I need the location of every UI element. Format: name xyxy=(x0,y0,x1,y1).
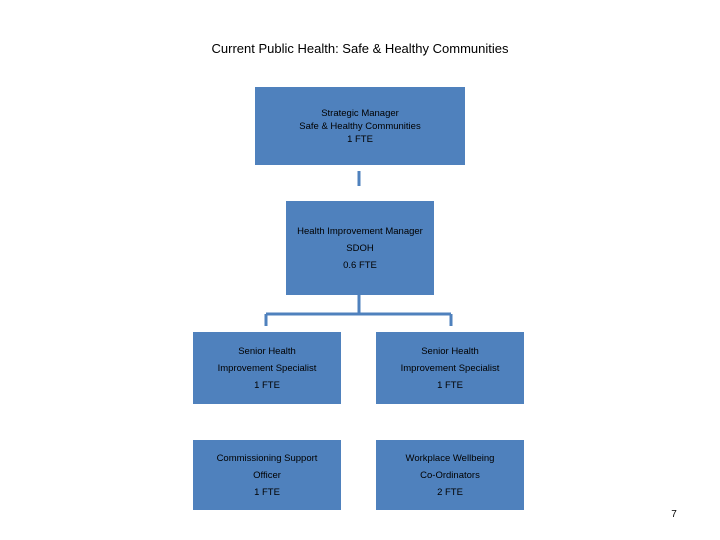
chart-title: Current Public Health: Safe & Healthy Communities xyxy=(211,41,509,56)
node-line: 1 FTE xyxy=(437,379,463,391)
node-senior-specialist-1 xyxy=(193,332,341,404)
node-line: 1 FTE xyxy=(254,486,280,498)
node-strategic-manager xyxy=(255,87,465,165)
node-line: Commissioning Support xyxy=(216,452,318,464)
node-line: Senior Health xyxy=(238,345,296,357)
node-commissioning-support xyxy=(193,440,341,510)
node-line: Improvement Specialist xyxy=(400,362,500,374)
node-line: 0.6 FTE xyxy=(343,259,377,271)
node-line: Officer xyxy=(253,469,281,481)
node-health-improvement-manager xyxy=(286,201,434,295)
node-line: Improvement Specialist xyxy=(217,362,317,374)
node-line: SDOH xyxy=(346,242,374,254)
node-line: 1 FTE xyxy=(347,133,373,145)
node-line: 2 FTE xyxy=(437,486,463,498)
node-line: Workplace Wellbeing xyxy=(405,452,495,464)
node-line: Co-Ordinators xyxy=(420,469,480,481)
node-line: Senior Health xyxy=(421,345,479,357)
node-line: Health Improvement Manager xyxy=(297,225,423,237)
node-senior-specialist-2 xyxy=(376,332,524,404)
page-number: 7 xyxy=(671,509,677,520)
node-workplace-wellbeing xyxy=(376,440,524,510)
node-line: Strategic Manager xyxy=(321,107,399,119)
node-line: Safe & Healthy Communities xyxy=(299,120,421,132)
node-line: 1 FTE xyxy=(254,379,280,391)
